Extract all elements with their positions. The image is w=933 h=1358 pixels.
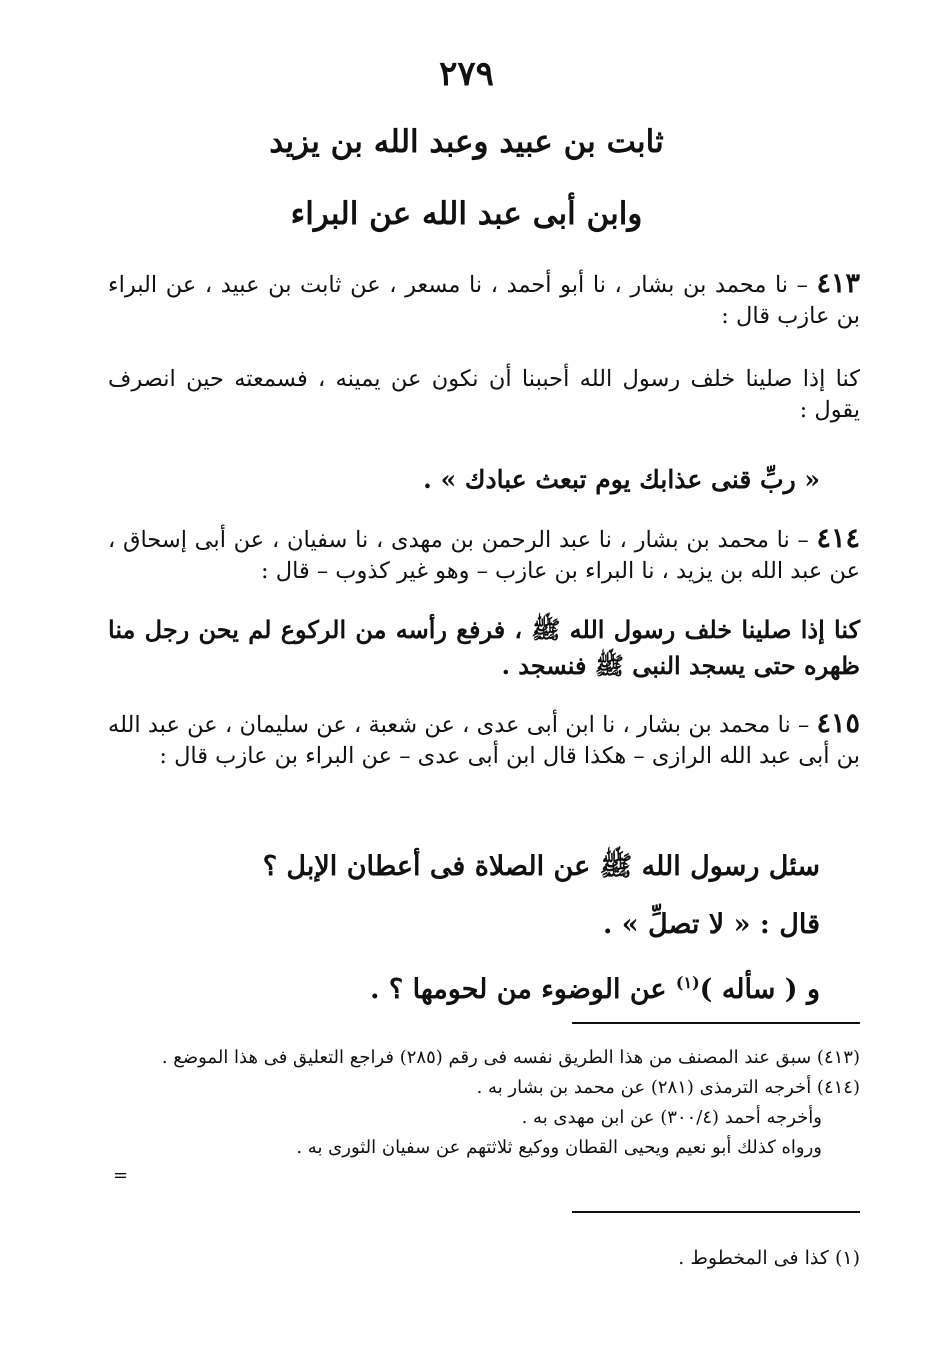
- page-number: ٢٧٩: [439, 54, 494, 94]
- isnad-text: – نا محمد بن بشار ، نا عبد الرحمن بن مهدى ، نا سفيان ، عن أبى إسحاق ، عن عبد الله بن يزيد ، نا البراء بن عازب – وهو غير كذوب – قال :: [108, 527, 860, 584]
- footnote-414-a: (٤١٤) أخرجه الترمذى (٢٨١) عن محمد بن بشار به .: [476, 1077, 860, 1098]
- hadith-number: ٤١٣: [816, 268, 860, 299]
- continuation-mark: =: [113, 1165, 129, 1186]
- hadith-414-isnad: [108, 523, 860, 587]
- hadith-number: ٤١٥: [816, 708, 861, 739]
- isnad-text: – نا محمد بن بشار ، نا ابن أبى عدى ، عن شعبة ، عن سليمان ، عن عبد الله بن أبى عبد الله الرازى – هكذا قال ابن أبى عدى – عن البراء بن عازب قال :: [108, 712, 860, 769]
- isnad-text: – نا محمد بن بشار ، نا أبو أحمد ، نا مسعر ، عن ثابت بن عبيد ، عن البراء بن عازب قال :: [108, 272, 860, 329]
- hadith-415-isnad: [108, 708, 860, 772]
- footnotes: [100, 1043, 860, 1163]
- footnote-414-c: ورواه كذلك أبو نعيم ويحيى القطان ووكيع ثلاثتهم عن سفيان الثورى به .: [296, 1137, 822, 1158]
- footnote-divider: [572, 1022, 860, 1024]
- hadith-number: ٤١٤: [816, 523, 861, 554]
- footnote-413: (٤١٣) سبق عند المصنف من هذا الطريق نفسه فى رقم (٢٨٥) فراجع التعليق فى هذا الموضع .: [161, 1047, 860, 1068]
- footnote-ref: (١): [675, 973, 700, 992]
- chapter-heading-line-2: وابن أبى عبد الله عن البراء: [290, 196, 643, 232]
- line3-part-a: و ( سأله ): [699, 974, 820, 1005]
- chapter-heading-line-1: ثابت بن عبيد وعبد الله بن يزيد: [269, 124, 664, 160]
- line3-part-b: عن الوضوء من لحومها ؟ .: [370, 974, 676, 1005]
- hadith-415-line-3: [220, 954, 820, 1019]
- hadith-415-text: [220, 838, 820, 1019]
- footnote-414-b: وأخرجه أحمد (٣٠٠/٤) عن ابن مهدى به .: [521, 1107, 822, 1128]
- hadith-413-text: كنا إذا صلينا خلف رسول الله أحببنا أن نكون عن يمينه ، فسمعته حين انصرف يقول :: [108, 366, 860, 423]
- margin-note-divider: [572, 1211, 860, 1213]
- hadith-413-quote: « ربِّ قنى عذابك يوم تبعث عبادك » .: [423, 465, 820, 494]
- hadith-415-line-2: قال : « لا تصلِّ » .: [602, 909, 820, 940]
- hadith-415-line-1: سئل رسول الله ﷺ عن الصلاة فى أعطان الإبل ؟: [262, 851, 820, 882]
- hadith-414-text: كنا إذا صلينا خلف رسول الله ﷺ ، فرفع رأسه من الركوع لم يحن رجل منا ظهره حتى يسجد النبى ﷺ فنسجد .: [108, 615, 860, 680]
- hadith-413-isnad: [108, 268, 860, 332]
- manuscript-note: (١) كذا فى المخطوط .: [678, 1247, 860, 1269]
